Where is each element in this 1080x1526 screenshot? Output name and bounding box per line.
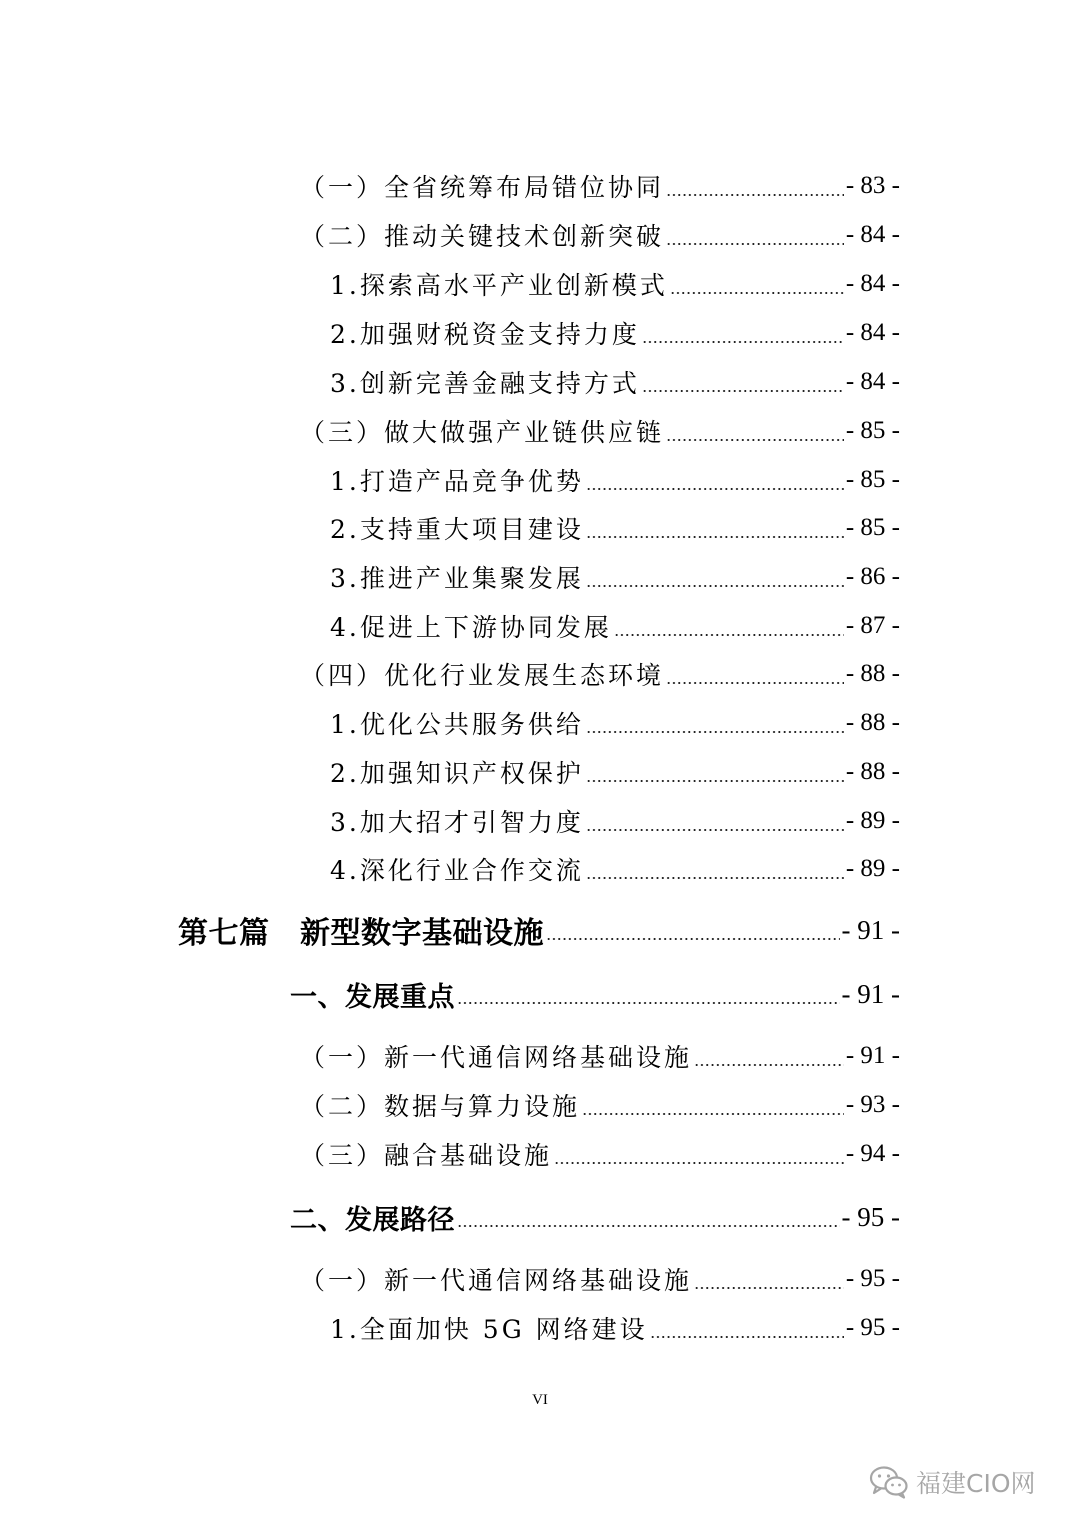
toc-entry-title: （一）新一代通信网络基础设施 — [300, 1043, 693, 1072]
toc-entry-page: - 91 - — [841, 978, 900, 1009]
dot-leader — [457, 1224, 840, 1228]
dot-leader — [546, 937, 840, 941]
toc-entry-page: - 84 - — [845, 368, 900, 395]
toc-entry[interactable] — [330, 358, 900, 406]
dot-leader — [586, 487, 844, 491]
toc-entry-page: - 95 - — [845, 1314, 900, 1341]
dot-leader — [457, 1001, 840, 1005]
dot-leader — [554, 1161, 844, 1165]
toc-entry-page: - 89 - — [845, 855, 900, 882]
wechat-icon — [868, 1464, 910, 1500]
dot-leader — [614, 633, 844, 637]
toc-entry-title: 4.促进上下游协同发展 — [330, 613, 612, 642]
dot-leader — [586, 730, 844, 734]
toc-entry[interactable] — [330, 553, 900, 601]
toc-entry[interactable] — [330, 845, 900, 893]
toc-entry[interactable] — [300, 211, 900, 259]
toc-entry-page: - 88 - — [845, 660, 900, 687]
toc-entry-page: - 91 - — [845, 1042, 900, 1069]
toc-entry-page: - 84 - — [845, 270, 900, 297]
toc-entry-page: - 86 - — [845, 563, 900, 590]
toc-entry-title: 1.探索高水平产业创新模式 — [330, 271, 668, 300]
toc-chapter-entry[interactable] — [178, 906, 900, 954]
toc-entry[interactable] — [330, 602, 900, 650]
toc-entry-title: 4.深化行业合作交流 — [330, 856, 584, 885]
toc-entry-title: 1.打造产品竞争优势 — [330, 467, 584, 496]
toc-entry-page: - 85 - — [845, 417, 900, 444]
toc-entry-page: - 94 - — [845, 1140, 900, 1167]
toc-entry[interactable] — [300, 1255, 900, 1303]
toc-entry[interactable] — [330, 504, 900, 552]
dot-leader — [694, 1286, 844, 1290]
dot-leader — [666, 193, 844, 197]
toc-entry-page: - 85 - — [845, 466, 900, 493]
toc-entry-title: 3.加大招才引智力度 — [330, 808, 584, 837]
toc-entry-page: - 95 - — [841, 1201, 900, 1232]
dot-leader — [666, 681, 844, 685]
toc-entry-title: （二）数据与算力设施 — [300, 1092, 581, 1121]
toc-part-entry[interactable] — [290, 1193, 900, 1241]
toc-entry-page: - 89 - — [845, 807, 900, 834]
toc-part-title: 一、发展重点 — [290, 981, 455, 1013]
toc-entry[interactable] — [300, 650, 900, 698]
toc-entry[interactable] — [330, 260, 900, 308]
toc-entry[interactable] — [330, 797, 900, 845]
toc-entry-title: 3.创新完善金融支持方式 — [330, 369, 640, 398]
toc-entry-page: - 91 - — [841, 914, 900, 945]
dot-leader — [586, 828, 844, 832]
toc-entry-title: 3.推进产业集聚发展 — [330, 564, 584, 593]
toc-entry[interactable] — [300, 407, 900, 455]
toc-entry-page: - 83 - — [845, 172, 900, 199]
dot-leader — [586, 584, 844, 588]
toc-entry[interactable] — [330, 1304, 900, 1352]
toc-entry-page: - 87 - — [845, 612, 900, 639]
toc-entry-title: （一）新一代通信网络基础设施 — [300, 1266, 693, 1295]
toc-entry-title: 2.加强知识产权保护 — [330, 759, 584, 788]
watermark-text: 福建CIO网 — [916, 1469, 1036, 1498]
dot-leader — [582, 1112, 844, 1116]
toc-entry-title: 1.全面加快 5G 网络建设 — [330, 1315, 648, 1344]
dot-leader — [694, 1063, 844, 1067]
toc-entry-title: （四）优化行业发展生态环境 — [300, 661, 665, 690]
toc-entry-page: - 84 - — [845, 319, 900, 346]
toc-entry[interactable] — [330, 456, 900, 504]
toc-entry-title: （一）全省统筹布局错位协同 — [300, 173, 665, 202]
toc-entry-title: （三）做大做强产业链供应链 — [300, 418, 665, 447]
toc-entry-page: - 84 - — [845, 221, 900, 248]
toc-part-entry[interactable] — [290, 970, 900, 1018]
toc-entry[interactable] — [300, 1032, 900, 1080]
toc-entry-page: - 93 - — [845, 1091, 900, 1118]
toc-entry-page: - 95 - — [845, 1265, 900, 1292]
toc-entry[interactable] — [330, 309, 900, 357]
toc-entry-title: 2.加强财税资金支持力度 — [330, 320, 640, 349]
toc-entry-page: - 85 - — [845, 514, 900, 541]
toc-entry[interactable] — [300, 1130, 900, 1178]
dot-leader — [642, 389, 844, 393]
toc-entry-page: - 88 - — [845, 709, 900, 736]
toc-entry[interactable] — [300, 162, 900, 210]
toc-entry-page: - 88 - — [845, 758, 900, 785]
toc-entry-title: 1.优化公共服务供给 — [330, 710, 584, 739]
toc-entry-title: （三）融合基础设施 — [300, 1141, 553, 1170]
toc-part-title: 二、发展路径 — [290, 1204, 455, 1236]
toc-entry[interactable] — [330, 699, 900, 747]
toc-entry[interactable] — [330, 748, 900, 796]
toc-chapter-title: 第七篇 新型数字基础设施 — [178, 916, 544, 951]
dot-leader — [642, 340, 844, 344]
dot-leader — [666, 242, 844, 246]
dot-leader — [650, 1335, 844, 1339]
dot-leader — [666, 438, 844, 442]
dot-leader — [586, 876, 844, 880]
toc-entry-title: （二）推动关键技术创新突破 — [300, 222, 665, 251]
page-number: VI — [532, 1392, 548, 1408]
dot-leader — [586, 779, 844, 783]
watermark — [868, 1460, 1068, 1504]
toc-entry-title: 2.支持重大项目建设 — [330, 515, 584, 544]
dot-leader — [670, 291, 844, 295]
dot-leader — [586, 535, 844, 539]
toc-entry[interactable] — [300, 1081, 900, 1129]
